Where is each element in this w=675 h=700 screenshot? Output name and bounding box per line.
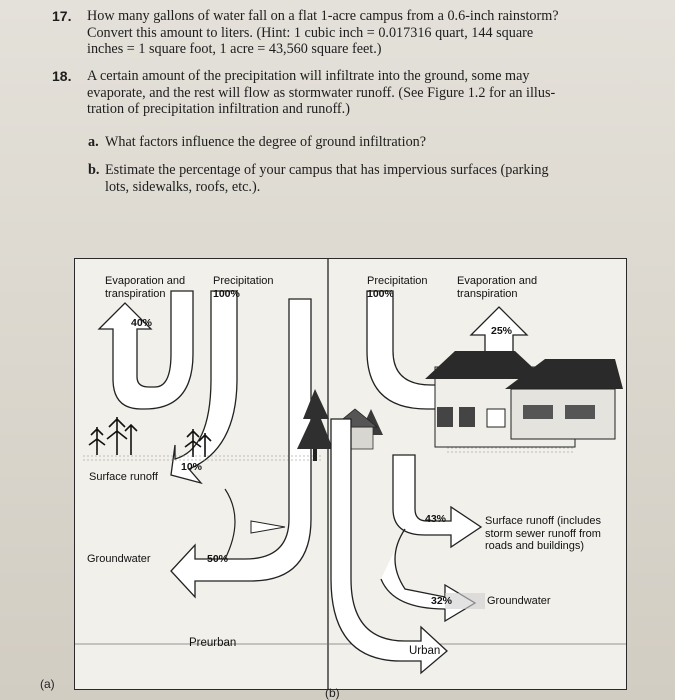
subpart-label: b. [88, 162, 100, 178]
urban-groundwater-pct: 32% [431, 595, 453, 607]
question-number: 18. [52, 68, 72, 84]
panel-a-label: (a) [40, 677, 55, 691]
question-text [87, 68, 555, 118]
urban-evaporation-pct: 25% [491, 325, 513, 337]
preurban-caption: Preurban [189, 637, 237, 649]
preurban-evaporation-pct: 40% [131, 317, 153, 329]
urban-precipitation-arrow [331, 419, 447, 673]
panel-b-label: (b) [325, 686, 340, 700]
preurban-precipitation-label: Precipitation 100% [213, 275, 274, 300]
urban-groundwater-label: Groundwater [487, 595, 551, 607]
urban-runoff-pct: 43% [425, 513, 447, 525]
preurban-runoff-label: Surface runoff [89, 471, 158, 483]
preurban-runoff-arrow [225, 489, 235, 559]
question-line: evaporate, and the rest will flow as stormwater runoff. (See Figure 1.2 for an illus- [87, 84, 556, 101]
preurban-trees [89, 417, 211, 457]
preurban-evaporation-arrow [99, 291, 193, 409]
question-number: 17. [52, 8, 72, 24]
question-17 [52, 8, 652, 60]
urban-runoff-label: Surface runoff (includes storm sewer runoff from roads and buildings) [485, 515, 601, 552]
subpart-line: lots, sidewalks, roofs, etc.). [105, 178, 261, 195]
question-line: tration of precipitation infiltration and runoff.) [87, 101, 350, 117]
infiltration-figure [74, 258, 627, 690]
subpart-text: What factors influence the degree of ground infiltration? [105, 134, 427, 150]
question-line: Convert this amount to liters. (Hint: 1 cubic inch = 0.017316 quart, 144 square [87, 24, 534, 41]
question-18 [52, 68, 652, 120]
urban-caption: Urban [409, 645, 441, 657]
urban-buildings [425, 351, 623, 455]
subpart-text [105, 162, 549, 195]
urban-precipitation-label: Precipitation 100% [367, 275, 428, 300]
preurban-groundwater-pct: 50% [207, 553, 229, 565]
urban-runoff-arrow [393, 455, 481, 547]
preurban-runoff-pct: 10% [181, 461, 203, 473]
subpart-line: Estimate the percentage of your campus that has impervious surfaces (parking [105, 162, 549, 178]
urban-evaporation-label: Evaporation and transpiration [457, 275, 538, 300]
preurban-groundwater-label: Groundwater [87, 553, 151, 565]
subpart-label: a. [88, 134, 99, 150]
preurban-evaporation-label: Evaporation and transpiration [105, 275, 186, 300]
question-line: How many gallons of water fall on a flat 1-acre campus from a 0.6-inch rainstorm? [87, 8, 559, 24]
question-line: inches = 1 square foot, 1 acre = 43,560 square feet.) [87, 41, 382, 57]
question-text [87, 8, 559, 58]
question-18b [88, 162, 648, 198]
question-18a [88, 134, 648, 152]
preurban-runoff-head [251, 521, 285, 533]
question-line: A certain amount of the precipitation will infiltrate into the ground, some may [87, 68, 530, 84]
